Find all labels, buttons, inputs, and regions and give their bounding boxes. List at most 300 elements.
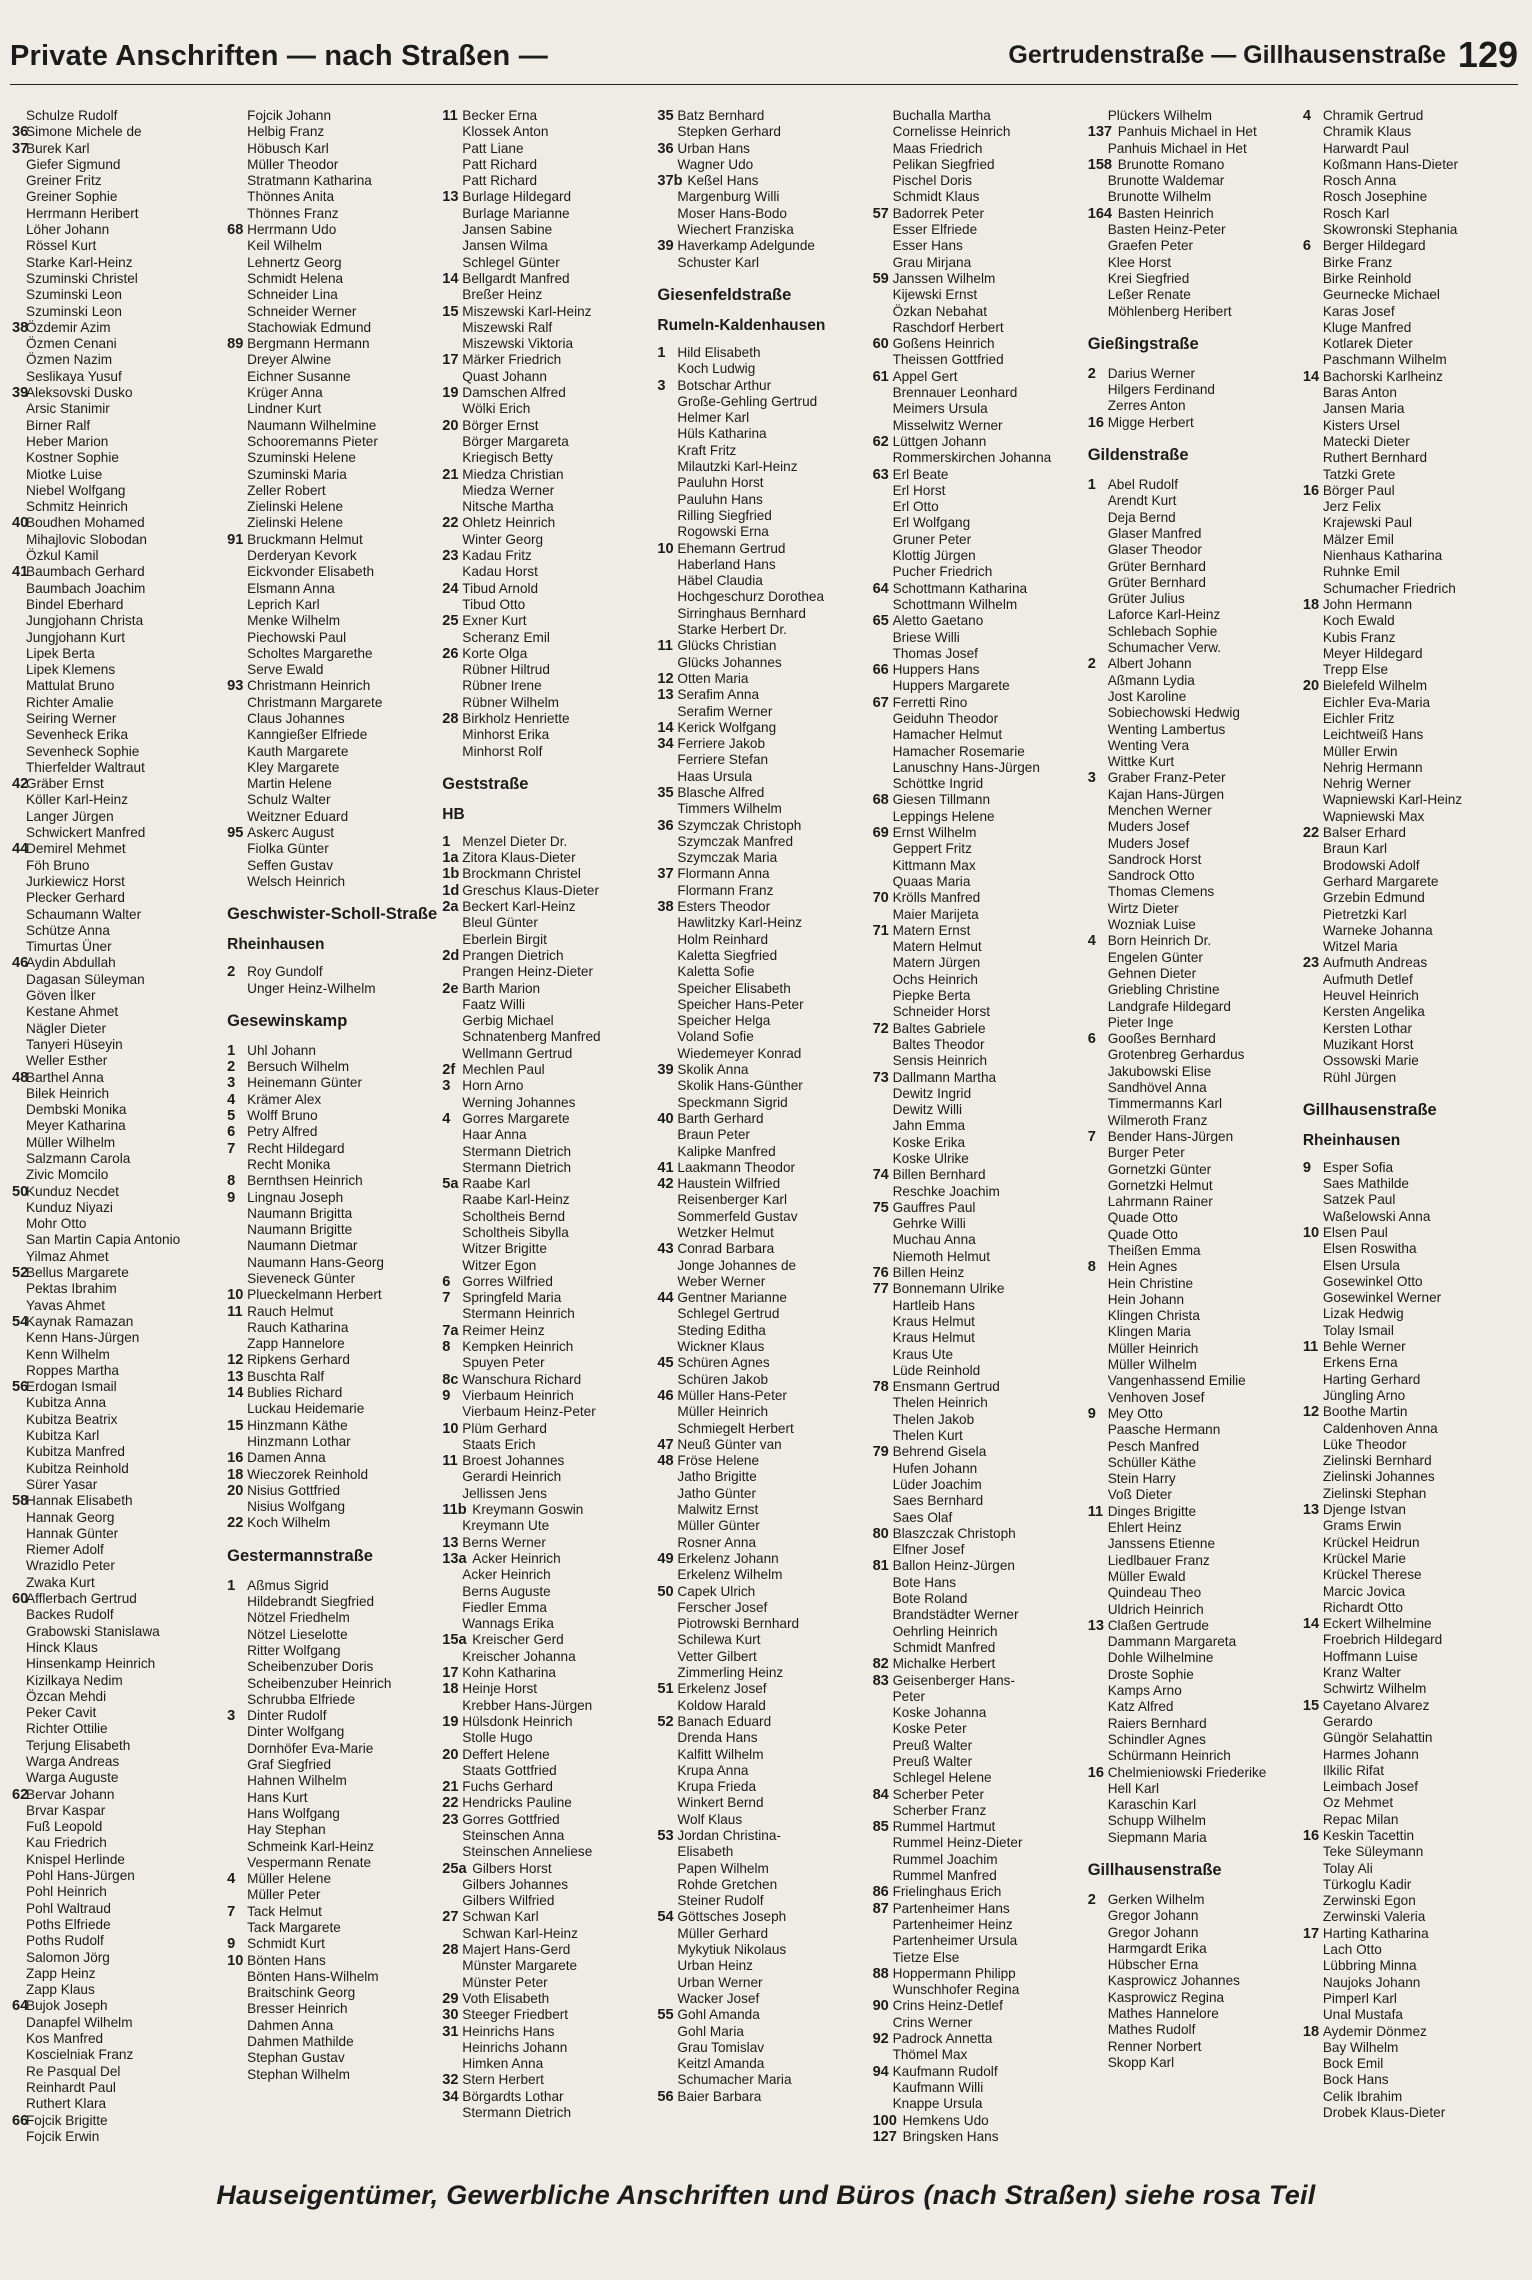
resident-name: Hildebrandt Siegfried — [247, 1594, 375, 1610]
list-item — [657, 964, 868, 980]
list-item — [227, 1855, 438, 1871]
list-item — [442, 1616, 653, 1632]
list-item — [442, 1958, 653, 1974]
resident-name: Hannak Elisabeth — [26, 1493, 133, 1509]
list-item — [442, 287, 653, 303]
list-item — [1088, 1080, 1299, 1096]
resident-name: Abel Rudolf — [1107, 477, 1178, 493]
resident-name: Serve Ewald — [247, 662, 324, 678]
list-item — [1303, 1437, 1514, 1453]
resident-name: Meyer Katharina — [26, 1118, 126, 1134]
list-item — [442, 581, 653, 597]
list-item — [1088, 366, 1299, 382]
resident-name: Vierbaum Heinrich — [462, 1387, 574, 1403]
list-item — [873, 1167, 1084, 1183]
resident-name: Raschdorf Herbert — [892, 319, 1004, 335]
list-item — [12, 483, 223, 499]
house-number: 23 — [442, 1811, 459, 1828]
resident-name: Cayetano Alvarez — [1322, 1697, 1430, 1713]
resident-name: Zwaka Kurt — [26, 1574, 95, 1590]
list-item — [442, 2007, 653, 2023]
list-item — [873, 613, 1084, 629]
list-item — [442, 1812, 653, 1828]
resident-name: Papen Wilhelm — [677, 1860, 769, 1876]
list-item — [227, 1969, 438, 1985]
resident-name: Giesen Tillmann — [892, 792, 991, 808]
list-item — [873, 809, 1084, 825]
resident-name: Schmitz Heinrich — [26, 499, 128, 515]
resident-name: Dewitz Willi — [892, 1102, 963, 1118]
resident-name: Kanngießer Elfriede — [247, 727, 368, 743]
list-item — [1088, 754, 1299, 770]
list-item — [1088, 2039, 1299, 2055]
list-item — [227, 1741, 438, 1757]
resident-name: Schmidt Klaus — [892, 189, 980, 205]
resident-name: Partenheimer Heinz — [892, 1916, 1013, 1932]
list-item — [1303, 1306, 1514, 1322]
list-item — [442, 678, 653, 694]
list-item — [657, 1306, 868, 1322]
resident-name: Scheibenzuber Heinrich — [247, 1675, 392, 1691]
resident-name: Gehnen Dieter — [1107, 965, 1197, 981]
resident-name: Sevenheck Sophie — [26, 743, 140, 759]
list-item — [442, 467, 653, 483]
list-item — [227, 597, 438, 613]
resident-name: Stermann Dietrich — [462, 1159, 572, 1175]
resident-name: Wiedemeyer Konrad — [677, 1045, 802, 1061]
list-item — [442, 915, 653, 931]
list-item — [227, 515, 438, 531]
list-item — [12, 597, 223, 613]
resident-name: Kauth Margarete — [247, 743, 349, 759]
resident-name: Knispel Herlinde — [26, 1851, 125, 1867]
list-item — [1303, 1355, 1514, 1371]
resident-name: Zielinski Helene — [247, 515, 344, 531]
list-item — [1303, 1290, 1514, 1306]
resident-name: Weller Esther — [26, 1053, 108, 1069]
house-number: 12 — [1302, 1404, 1320, 1421]
house-number: 25a — [442, 1860, 467, 1877]
list-item — [227, 385, 438, 401]
resident-name: Seffen Gustav — [247, 857, 334, 873]
list-item — [873, 1412, 1084, 1428]
list-item — [1088, 157, 1299, 173]
resident-name: Schüren Agnes — [677, 1355, 770, 1371]
resident-name: Plüm Gerhard — [462, 1420, 547, 1436]
resident-name: Thierfelder Waltraut — [26, 759, 145, 775]
list-item — [1088, 1699, 1299, 1715]
list-item — [1303, 287, 1514, 303]
house-number: 14 — [1302, 368, 1320, 385]
resident-name: Wickner Klaus — [677, 1339, 765, 1355]
resident-name: Helmer Karl — [677, 410, 750, 426]
list-item — [1088, 1422, 1299, 1438]
resident-name: Gorres Gottfried — [462, 1811, 560, 1827]
list-item — [873, 1950, 1084, 1966]
list-item — [1303, 776, 1514, 792]
resident-name: Heuvel Heinrich — [1322, 988, 1419, 1004]
list-item — [1088, 1553, 1299, 1569]
list-item — [442, 695, 653, 711]
list-item — [1303, 955, 1514, 971]
resident-name: Hamacher Helmut — [892, 727, 1003, 743]
list-item — [227, 1822, 438, 1838]
house-number: 23 — [442, 548, 459, 565]
resident-name: Gerbig Michael — [462, 1013, 554, 1029]
resident-name: Schupp Wilhelm — [1107, 1813, 1206, 1829]
resident-name: Vierbaum Heinz-Peter — [462, 1404, 596, 1420]
resident-name: Schwan Karl-Heinz — [462, 1925, 578, 1941]
house-number: 2 — [1087, 656, 1096, 673]
list-item — [657, 2089, 868, 2105]
resident-name: Droste Sophie — [1107, 1666, 1194, 1682]
house-number: 7 — [1087, 1128, 1096, 1145]
list-item — [1088, 966, 1299, 982]
list-item — [1088, 673, 1299, 689]
resident-name: Ruthert Bernhard — [1322, 450, 1428, 466]
house-number: 5 — [227, 1108, 236, 1125]
list-item — [227, 1578, 438, 1594]
list-item — [442, 1290, 653, 1306]
list-item — [442, 1078, 653, 1094]
list-item — [873, 874, 1084, 890]
list-item — [227, 1173, 438, 1189]
list-item — [442, 1991, 653, 2007]
resident-name: Krei Siegfried — [1107, 270, 1190, 286]
resident-name: Zerwinski Egon — [1322, 1893, 1416, 1909]
list-item — [227, 1887, 438, 1903]
resident-name: Nisius Wolfgang — [247, 1499, 346, 1515]
list-item — [227, 1483, 438, 1499]
house-number: 32 — [442, 2072, 459, 2089]
list-item — [1088, 1585, 1299, 1601]
list-item — [657, 1290, 868, 1306]
list-item — [873, 304, 1084, 320]
resident-name: Grotenbreg Gerhardus — [1107, 1047, 1245, 1063]
house-number: 84 — [872, 1786, 889, 1803]
list-item — [873, 1477, 1084, 1493]
list-item — [442, 385, 653, 401]
resident-name: Behrend Gisela — [892, 1444, 987, 1460]
list-item — [1303, 271, 1514, 287]
list-item — [1088, 1031, 1299, 1047]
list-item — [873, 401, 1084, 417]
house-number: 27 — [442, 1909, 459, 1926]
resident-name: Wozniak Luise — [1107, 917, 1196, 933]
resident-name: Krupa Frieda — [677, 1779, 757, 1795]
resident-name: Jordan Christina- — [677, 1827, 781, 1843]
resident-name: Möhlenberg Heribert — [1107, 303, 1232, 319]
list-item — [442, 883, 653, 899]
list-item — [1088, 1341, 1299, 1357]
list-item — [1088, 173, 1299, 189]
list-item — [227, 564, 438, 580]
resident-name: Unger Heinz-Wilhelm — [247, 980, 376, 996]
house-number: 91 — [227, 531, 244, 548]
resident-name: Arsic Stanimir — [26, 401, 110, 417]
list-item — [1088, 1064, 1299, 1080]
list-item — [1088, 575, 1299, 591]
resident-name: Schöttke Ingrid — [892, 776, 984, 792]
resident-name: Weber Werner — [677, 1273, 766, 1289]
list-item — [12, 124, 223, 140]
list-item — [657, 222, 868, 238]
list-item — [12, 1558, 223, 1574]
house-number: 34 — [442, 2088, 459, 2105]
list-item — [657, 1013, 868, 1029]
list-item — [227, 1434, 438, 1450]
resident-name: Berger Hildegard — [1322, 238, 1426, 254]
list-item — [1088, 640, 1299, 656]
resident-name: Braun Karl — [1322, 841, 1388, 857]
resident-name: Hahnen Wilhelm — [247, 1773, 347, 1789]
list-item — [12, 1200, 223, 1216]
house-number: 80 — [872, 1525, 889, 1542]
list-item — [442, 1437, 653, 1453]
list-item — [873, 1803, 1084, 1819]
resident-name: Kubitza Reinhold — [26, 1460, 129, 1476]
resident-name: Geiduhn Theodor — [892, 710, 999, 726]
list-item — [873, 548, 1084, 564]
list-item — [1088, 1973, 1299, 1989]
list-item — [12, 1314, 223, 1330]
house-number: 49 — [657, 1550, 674, 1567]
list-item — [442, 1339, 653, 1355]
list-item — [12, 1167, 223, 1183]
list-item — [227, 1839, 438, 1855]
list-item — [873, 1314, 1084, 1330]
house-number: 16 — [1087, 414, 1104, 431]
house-number: 2 — [1087, 1891, 1096, 1908]
list-item — [12, 972, 223, 988]
resident-name: Basten Heinrich — [1117, 205, 1214, 221]
resident-name: Kaletta Sofie — [677, 964, 755, 980]
list-item — [227, 467, 438, 483]
house-number: 17 — [442, 352, 459, 369]
list-item — [1303, 189, 1514, 205]
list-item — [227, 841, 438, 857]
resident-name: Broest Johannes — [462, 1453, 565, 1469]
resident-name: Schüren Jakob — [677, 1371, 769, 1387]
list-item — [1303, 1714, 1514, 1730]
list-item — [657, 736, 868, 752]
house-number: 127 — [872, 2128, 897, 2145]
resident-name: Ferretti Rino — [892, 694, 968, 710]
resident-name: Nötzel Lieselotte — [247, 1626, 348, 1642]
list-item — [12, 271, 223, 287]
house-number: 39 — [657, 238, 674, 255]
resident-name: Witzer Brigitte — [462, 1241, 547, 1257]
resident-name: Karas Josef — [1322, 303, 1395, 319]
list-item — [442, 997, 653, 1013]
list-item — [442, 1795, 653, 1811]
resident-name: Müller Peter — [247, 1887, 321, 1903]
list-item — [657, 638, 868, 654]
house-number: 43 — [657, 1241, 674, 1258]
list-item — [873, 1998, 1084, 2014]
list-item — [227, 581, 438, 597]
resident-name: Ilkilic Rifat — [1322, 1762, 1385, 1778]
house-number: 15 — [442, 303, 459, 320]
resident-name: Panhuis Michael in Het — [1117, 124, 1257, 140]
list-item — [442, 189, 653, 205]
house-number: 28 — [442, 710, 459, 727]
list-item — [657, 1355, 868, 1371]
resident-name: Dornhöfer Eva-Marie — [247, 1740, 374, 1756]
list-item — [227, 1124, 438, 1140]
resident-name: Damen Anna — [247, 1450, 326, 1466]
resident-name: Krüger Anna — [247, 385, 323, 401]
list-item — [1088, 124, 1299, 140]
house-number: 63 — [872, 466, 889, 483]
list-item — [1303, 1021, 1514, 1037]
resident-name: Witzel Maria — [1322, 939, 1398, 955]
resident-name: Tolay Ismail — [1322, 1322, 1394, 1338]
resident-name: Staats Gottfried — [462, 1762, 557, 1778]
resident-name: Schüller Käthe — [1107, 1454, 1197, 1470]
house-number: 2 — [227, 964, 236, 981]
list-item — [12, 1884, 223, 1900]
house-number: 66 — [12, 2112, 29, 2129]
list-item — [442, 1013, 653, 1029]
list-item — [442, 1046, 653, 1062]
list-item — [442, 222, 653, 238]
list-item — [12, 1966, 223, 1982]
resident-name: Gräber Ernst — [26, 776, 104, 792]
list-item — [442, 1160, 653, 1176]
resident-name: Rummel Manfred — [892, 1868, 997, 1884]
house-number: 3 — [442, 1078, 451, 1095]
resident-name: Rauch Katharina — [247, 1319, 349, 1335]
list-item — [442, 1095, 653, 1111]
list-item — [1088, 1292, 1299, 1308]
house-number: 50 — [657, 1583, 674, 1600]
resident-name: Harting Gerhard — [1322, 1371, 1421, 1387]
resident-name: Leimbach Josef — [1322, 1779, 1419, 1795]
resident-name: Askerc August — [247, 825, 335, 841]
list-item — [873, 972, 1084, 988]
resident-name: Bay Wilhelm — [1322, 2039, 1399, 2055]
list-item — [227, 1757, 438, 1773]
house-number: 24 — [442, 580, 459, 597]
resident-name: Pohl Waltraud — [26, 1900, 111, 1916]
list-item — [12, 2129, 223, 2145]
resident-name: Brunotte Romano — [1117, 156, 1225, 172]
list-item — [657, 1649, 868, 1665]
resident-name: Esters Theodor — [677, 899, 771, 915]
list-item — [657, 1241, 868, 1257]
resident-name: Ensmann Gertrud — [892, 1379, 1000, 1395]
street-heading: Gesewinskamp — [227, 1011, 348, 1030]
list-item — [873, 1705, 1084, 1721]
list-item — [657, 1616, 868, 1632]
house-number: 1a — [442, 850, 459, 867]
list-item — [227, 792, 438, 808]
list-item — [442, 1975, 653, 1991]
resident-name: Mechlen Paul — [462, 1062, 545, 1078]
list-item — [657, 557, 868, 573]
list-item — [12, 1787, 223, 1803]
list-item — [227, 238, 438, 254]
list-item — [1303, 760, 1514, 776]
resident-name: Zerwinski Valeria — [1322, 1909, 1426, 1925]
resident-name: Kersten Lothar — [1322, 1020, 1413, 1036]
house-number: 12 — [657, 670, 674, 687]
house-number: 66 — [872, 662, 889, 679]
resident-name: Minhorst Rolf — [462, 743, 543, 759]
resident-name: Moser Hans-Bodo — [677, 205, 787, 221]
resident-name: Schwirtz Wilhelm — [1322, 1681, 1427, 1697]
list-item — [873, 2047, 1084, 2063]
resident-name: Föh Bruno — [26, 857, 90, 873]
resident-name: Piechowski Paul — [247, 629, 347, 645]
house-number: 4 — [442, 1110, 451, 1127]
resident-name: Hinck Klaus — [26, 1639, 98, 1655]
resident-name: Deffert Helene — [462, 1746, 550, 1762]
resident-name: Naumann Dietmar — [247, 1238, 358, 1254]
list-item — [657, 508, 868, 524]
resident-name: Speckmann Sigrid — [677, 1094, 788, 1110]
resident-name: Glücks Johannes — [677, 654, 782, 670]
resident-name: Rübner Wilhelm — [462, 694, 559, 710]
list-item — [1088, 1765, 1299, 1781]
list-item — [873, 450, 1084, 466]
house-number: 46 — [12, 955, 29, 972]
list-item — [657, 1714, 868, 1730]
list-item — [873, 1216, 1084, 1232]
resident-name: Hannak Günter — [26, 1525, 119, 1541]
house-number: 6 — [442, 1273, 451, 1290]
house-number: 37 — [657, 866, 674, 883]
list-item — [227, 727, 438, 743]
resident-name: Grams Erwin — [1322, 1518, 1402, 1534]
resident-name: Froebrich Hildegard — [1322, 1632, 1443, 1648]
resident-name: Peter — [892, 1688, 926, 1704]
list-item — [227, 678, 438, 694]
list-item — [873, 727, 1084, 743]
resident-name: Wölki Erich — [462, 401, 531, 417]
resident-name: Chramik Gertrud — [1322, 108, 1424, 123]
house-number: 19 — [442, 1713, 459, 1730]
resident-name: Flormann Franz — [677, 882, 774, 898]
footer-note: Hauseigentümer, Gewerbliche Anschriften und Büros (nach Straßen) siehe rosa Teil — [216, 2180, 1316, 2210]
resident-name: Elfner Josef — [892, 1542, 965, 1558]
house-number: 6 — [227, 1124, 236, 1141]
resident-name: Heber Marion — [26, 433, 109, 449]
resident-name: Scheranz Emil — [462, 629, 550, 645]
resident-name: Eichner Susanne — [247, 368, 351, 384]
list-item — [1088, 1504, 1299, 1520]
resident-name: Lanuschny Hans-Jürgen — [892, 759, 1040, 775]
resident-name: Klingen Maria — [1107, 1324, 1191, 1340]
resident-name: Thelen Kurt — [892, 1428, 963, 1444]
resident-name: Prangen Heinz-Dieter — [462, 964, 593, 980]
resident-name: Leichtweiß Hans — [1322, 727, 1424, 743]
resident-name: Darius Werner — [1107, 365, 1196, 381]
list-item — [12, 1070, 223, 1086]
list-item — [873, 1493, 1084, 1509]
resident-name: Claßen Gertrude — [1107, 1617, 1209, 1633]
resident-name: Klingen Christa — [1107, 1308, 1200, 1324]
resident-name: Waßelowski Anna — [1322, 1208, 1431, 1224]
list-item — [442, 1909, 653, 1925]
resident-name: Warga Auguste — [26, 1770, 119, 1786]
resident-name: Nitsche Martha — [462, 499, 554, 515]
list-item — [1303, 206, 1514, 222]
house-number: 44 — [657, 1290, 674, 1307]
resident-name: Koske Peter — [892, 1721, 967, 1737]
list-item — [442, 613, 653, 629]
